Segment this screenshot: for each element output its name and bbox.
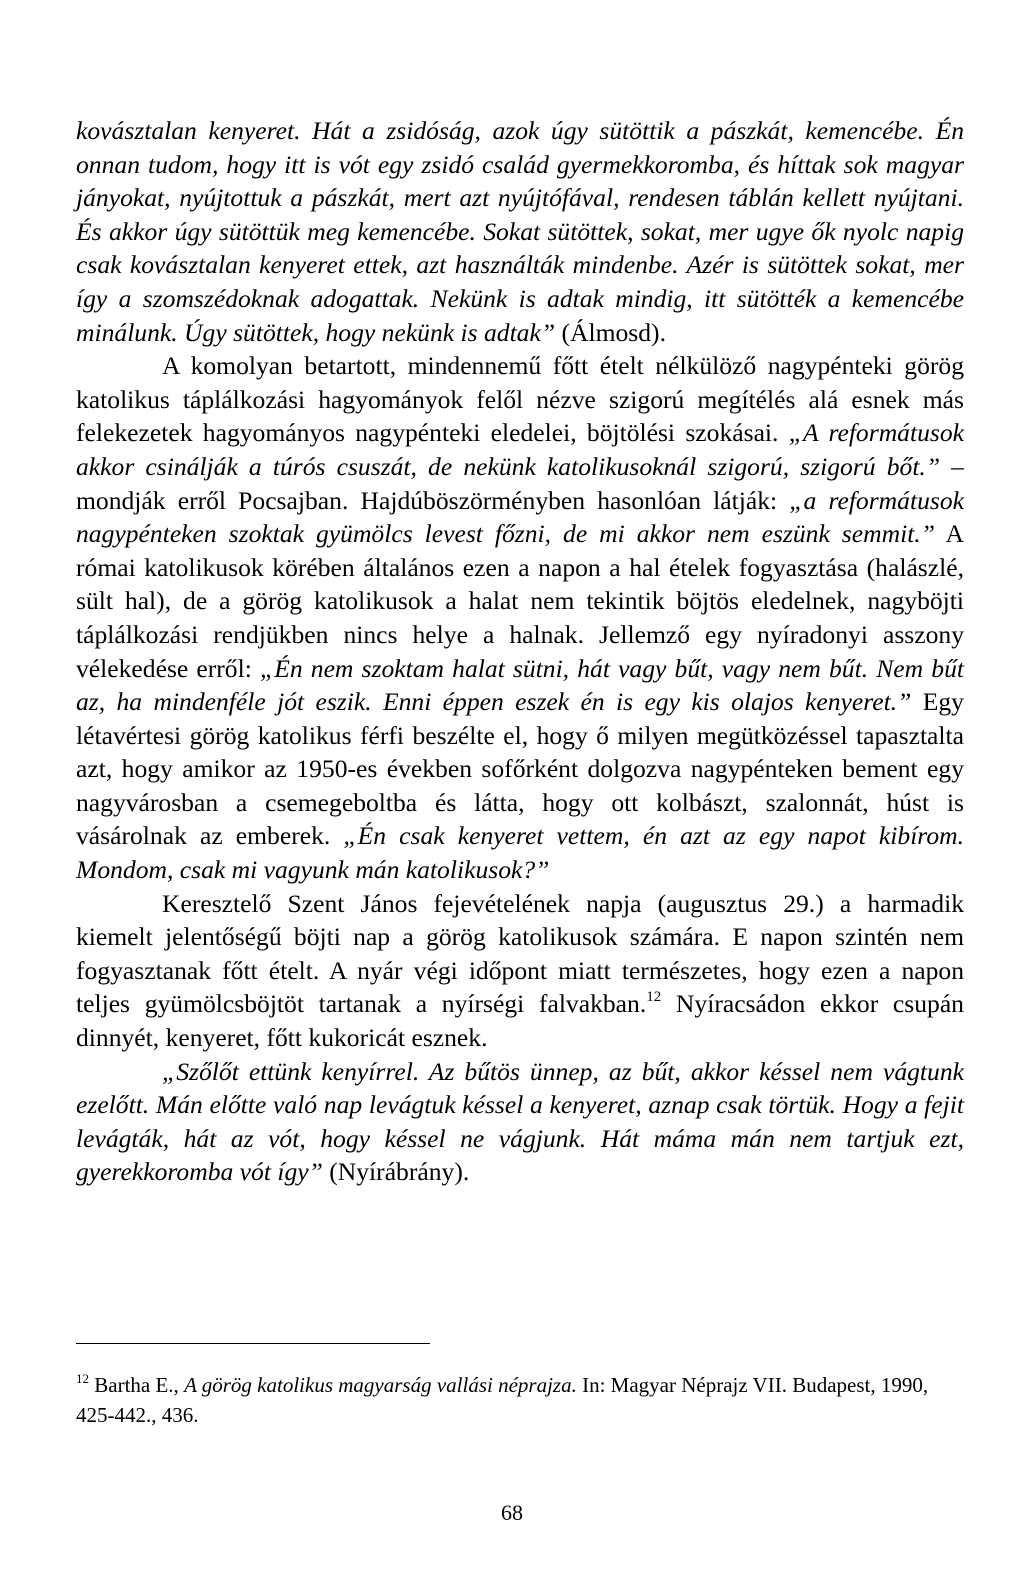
text-run: – mondják erről Pocsajban. Hajdúböszörményben hasonlóan látják: bbox=[76, 451, 964, 515]
text-run: A római katolikusok körében általános ezen a napon a hal ételek fogyasztása (halászlé, sült hal), de a görög katolikusok a halat nem tekintik böjtös eledelnek, nagyböjti táplálkozási rendjükben nincs helye a halnak. Jellemző egy nyíradonyi asszony vélekedése erről: bbox=[76, 519, 964, 683]
text-run: A komolyan betartott, mindennemű főtt ételt nélkülöző nagypénteki görög katolikus táplálkozási hagyományok felől nézve szigorú megítélés alá esnek más felekezetek hagyományos nagypénteki eledelei, böjtölési szokásai. bbox=[76, 351, 964, 448]
paragraph bbox=[76, 114, 964, 349]
quoted-text: „a reformátusok nagypénteken szoktak gyümölcs levest főzni, de mi akkor nem eszünk semmit.” bbox=[76, 485, 964, 549]
quoted-text: „Szőlőt ettünk kenyírrel. Az bűtös ünnep, az bűt, akkor késsel nem vágtunk ezelőtt. Mán előtte való nap levágtuk késsel a kenyeret, aznap csak törtük. Hogy a fejit levágták, hát az vót, hogy késsel ne vágjunk. Hát máma mán nem tartjuk ezt, gyerekkoromba vót így” bbox=[76, 1056, 964, 1187]
footnote-number: 12 bbox=[76, 1371, 89, 1386]
text-run: Nyíracsádon ekkor csupán dinnyét, kenyeret, főtt kukoricát esznek. bbox=[76, 989, 964, 1053]
quoted-text: „Én csak kenyeret vettem, én azt az egy napot kibírom. Mondom, csak mi vagyunk mán katolikusok?” bbox=[76, 821, 964, 885]
paragraph bbox=[76, 349, 964, 887]
footnote-reference: 12 bbox=[646, 989, 662, 1006]
quoted-text: „Én nem szoktam halat sütni, hát vagy bűt, vagy nem bűt. Nem bűt az, ha mindenféle jót eszik. Enni éppen eszek én is egy kis olajos kenyeret.” bbox=[76, 653, 964, 717]
footnote bbox=[76, 1370, 964, 1430]
page-number: 68 bbox=[501, 1500, 523, 1525]
quoted-text: A görög katolikus magyarság vallási néprajza. bbox=[184, 1373, 577, 1397]
quoted-text: kovásztalan kenyeret. Hát a zsidóság, azok úgy sütöttik a pászkát, kemencébe. Én onnan tudom, hogy itt is vót egy zsidó család gyermekkoromba, és híttak sok magyar jányokat, nyújtottuk a pászkát, mert azt nyújtófával, rendesen táblán kellett nyújtani. És akkor úgy sütöttük meg kemencébe. Sokat sütöttek, sokat, mer ugye ők nyolc napig csak kovásztalan kenyeret ettek, azt használták mindenbe. Azér is sütöttek sokat, mer így a szomszédoknak adogattak. Nekünk is adtak mindig, itt sütötték a kemencébe minálunk. Úgy sütöttek, hogy nekünk is adtak” bbox=[76, 116, 964, 347]
body-text bbox=[76, 114, 964, 1189]
text-run: In: Magyar Néprajz VII. Budapest, 1990, 425-442., 436. bbox=[76, 1373, 929, 1427]
quoted-text: „A reformátusok akkor csinálják a túrós csuszát, de nekünk katolikusoknál szigorú, szigorú bőt.” bbox=[76, 418, 964, 481]
text-run: (Álmosd). bbox=[555, 317, 666, 347]
footnote-divider bbox=[76, 1343, 430, 1344]
text-run: (Nyírábrány). bbox=[322, 1157, 470, 1187]
text-run: Egy létavértesi görög katolikus férfi beszélte el, hogy ő milyen megütközéssel tapasztalta azt, hogy amikor az 1950-es években sofőrként dolgozva nagypénteken bement egy nagyvárosban a csemegeboltba és látta, hogy ott kolbászt, szalonnát, húst is vásárolnak az emberek. bbox=[76, 687, 964, 851]
text-run: Bartha E., bbox=[89, 1373, 185, 1397]
text-run: Keresztelő Szent János fejevételének napja (augusztus 29.) a harmadik kiemelt jelentőségű böjti nap a görög katolikusok számára. E napon szintén nem fogyasztanak főtt ételt. A nyár végi időpont miatt természetes, hogy ezen a napon teljes gyümölcsböjtöt tartanak a nyírségi falvakban. bbox=[76, 888, 964, 1019]
paragraph bbox=[76, 1055, 964, 1189]
paragraph bbox=[76, 887, 964, 1055]
